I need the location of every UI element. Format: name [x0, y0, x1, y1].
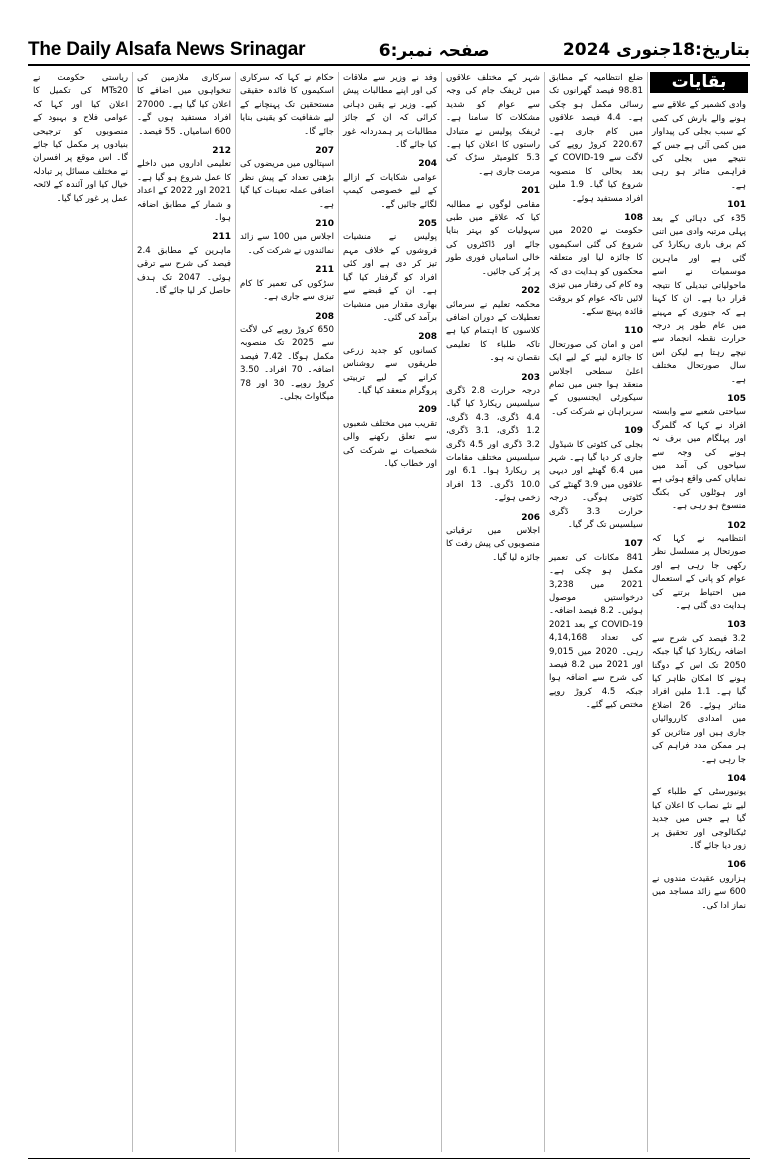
article-columns	[28, 72, 750, 1152]
section-banner: بقایات	[650, 72, 748, 93]
news-item-number: 210	[315, 219, 334, 230]
news-item-number: 205	[418, 219, 437, 230]
news-column	[29, 72, 132, 1152]
news-item-text: ریاستی حکومت نے MTs20 کی تکمیل کا اعلان کیا اور کہا کہ عوامی فلاح و بہبود کے منصوبوں کو ترجیحی بنیادوں پر مکمل کیا جائے گا۔ اس موقع پر افسران نے مختلف مسائل پر تبادلہ خیال کیا اور آئندہ کے لائحہ عمل پر غور کیا گیا۔	[33, 73, 128, 204]
news-item-text: یونیورسٹی کے طلباء کے لیے نئے نصاب کا اعلان کیا گیا ہے جس میں جدید ٹیکنالوجی اور تحقیق پر زور دیا جائے گا۔	[652, 787, 746, 851]
news-item-text: 3.2 فیصد کی شرح سے اضافہ ریکارڈ کیا گیا جبکہ 2050 تک اس کے دوگنا ہونے کا امکان ظاہر کیا گیا ہے۔ 1.1 ملین افراد متاثر ہوئے۔ 26 اضلاع میں امدادی کارروائیاں جاری ہیں اور متاثرین کو ہر ممکن مدد فراہم کی جا رہی ہے۔	[652, 633, 747, 765]
news-item-text: امن و امان کی صورتحال کا جائزہ لینے کے لیے ایک اعلیٰ سطحی اجلاس منعقد ہوا جس میں تمام سیکورٹی ایجنسیوں کے سربراہان نے شرکت کی۔	[549, 339, 643, 417]
news-item-text: سیاحتی شعبے سے وابستہ افراد نے کہا کہ گلمرگ اور پہلگام میں برف نہ ہونے کی وجہ سے سیاحوں کی آمد میں نمایاں کمی واقع ہوئی ہے اور ہوٹلوں کی بکنگ منسوخ ہو رہی ہے۔	[652, 407, 746, 512]
news-item-number: 103	[727, 620, 746, 631]
news-item-text: سرکاری ملازمین کی تنخواہوں میں اضافے کا اعلان کیا گیا ہے۔ 27000 افراد مستفید ہوں گے۔ 600 اسامیاں۔ 55 فیصد۔	[137, 73, 231, 137]
news-item-text: ہزاروں عقیدت مندوں نے 600 سے زائد مساجد میں نماز ادا کی۔	[652, 873, 746, 911]
news-item-text: انتظامیہ نے کہا کہ صورتحال پر مسلسل نظر رکھی جا رہی ہے اور عوام کو پانی کے استعمال میں احتیاط برتنے کی ہدایت دی گئی ہے۔	[652, 534, 746, 612]
news-item-number: 209	[418, 405, 437, 416]
news-item-number: 204	[418, 159, 437, 170]
issue-date: بتاریخ:18جنوری 2024	[562, 40, 750, 60]
news-column	[647, 72, 750, 1152]
news-item-number: 206	[521, 512, 540, 523]
news-item-text: کسانوں کو جدید زرعی طریقوں سے روشناس کرانے کے لیے تربیتی پروگرام منعقد کیا گیا۔	[343, 345, 437, 396]
news-item-number: 211	[315, 265, 334, 276]
news-item-text: سڑکوں کی تعمیر کا کام تیزی سے جاری ہے۔	[240, 278, 334, 303]
news-item-number: 102	[727, 520, 746, 531]
news-item-text: 35ء کی دہائی کے بعد پہلی مرتبہ وادی میں اتنی کم برف باری ریکارڈ کی گئی ہے اور ماہرین موسمیات نے اسے ماحولیاتی تبدیلی کا نتیجہ قرار دیا ہے۔ ان کا کہنا ہے کہ جنوری کے مہینے میں عام طور پر درجہ حرارت نقطہ انجماد سے نیچے رہتا ہے لیکن اس سال صورتحال مختلف ہے۔	[652, 213, 746, 385]
news-item-text: اجلاس میں ترقیاتی منصوبوں کی پیش رفت کا جائزہ لیا گیا۔	[446, 526, 540, 563]
news-item-number: 201	[521, 186, 540, 197]
news-item-number: 203	[521, 372, 540, 383]
news-column	[338, 72, 441, 1152]
news-item-number: 212	[212, 146, 231, 157]
news-column	[235, 72, 338, 1152]
news-item-text: ماہرین کے مطابق 2.4 فیصد کی شرح سے ترقی ہوئی۔ 2047 تک ہدف حاصل کر لیا جائے گا۔	[137, 245, 231, 297]
news-item-number: 207	[315, 146, 334, 157]
news-item-text: بجلی کی کٹوتی کا شیڈول جاری کر دیا گیا ہے۔ شہر میں 6.4 گھنٹے اور دیہی علاقوں میں 3.9 گھنٹے کی کٹوتی ہوگی۔ درجہ حرارت 3.3 ڈگری سیلسیس تک گر گیا۔	[549, 439, 643, 530]
news-item-text: حکام نے کہا کہ سرکاری اسکیموں کا فائدہ حقیقی مستحقین تک پہنچانے کے لیے شفافیت کو یقینی بنایا جائے گا۔	[240, 73, 334, 137]
page-number: صفحہ نمبر:6	[378, 40, 490, 61]
news-item-number: 107	[624, 539, 643, 550]
news-item-text: اجلاس میں 100 سے زائد نمائندوں نے شرکت کی۔	[240, 232, 334, 256]
news-item-text: درجہ حرارت 2.8 ڈگری سیلسیس ریکارڈ کیا گیا۔ 4.4 ڈگری، 4.3 ڈگری، 1.2 ڈگری، 3.1 ڈگری، 3.2 ڈگری اور 4.5 ڈگری سیلسیس مختلف مقامات پر ریکارڈ ہوا۔ 6.1 اور 10.0 ڈگری۔ 13 افراد زخمی ہوئے۔	[446, 385, 541, 504]
news-item-text: عوامی شکایات کے ازالے کے لیے خصوصی کیمپ لگائے جائیں گے۔	[343, 172, 437, 210]
news-item-number: 105	[727, 393, 746, 404]
news-item-text: ضلع انتظامیہ کے مطابق 98.81 فیصد گھرانوں تک رسائی مکمل ہو چکی ہے۔ 4.4 فیصد علاقوں میں کام جاری ہے۔ 220.67 کروڑ روپے کی لاگت سے COVID-19 کے بعد بحالی کا منصوبہ شروع کیا گیا۔ 1.9 ملین افراد مستفید ہوئے۔	[549, 73, 644, 204]
news-item-number: 108	[624, 213, 643, 224]
news-item-number: 208	[418, 332, 437, 343]
news-item-text: محکمہ تعلیم نے سرمائی تعطیلات کے دوران اضافی کلاسوں کا اہتمام کیا ہے تاکہ طلباء کا تعلیمی نقصان نہ ہو۔	[446, 299, 540, 364]
footer-rule	[28, 1158, 750, 1159]
news-item-number: 110	[624, 326, 643, 337]
news-item-text: وفد نے وزیر سے ملاقات کی اور اپنے مطالبات پیش کیے۔ وزیر نے یقین دہانی کرائی کہ ان کے جائز مطالبات پر ہمدردانہ غور کیا جائے گا۔	[343, 73, 437, 151]
news-item-text: شہر کے مختلف علاقوں میں ٹریفک جام کی وجہ سے عوام کو شدید مشکلات کا سامنا ہے۔ ٹریفک پولیس نے متبادل راستوں کا اعلان کیا ہے۔ 5.3 کلومیٹر سڑک کی مرمت جاری ہے۔	[446, 73, 540, 177]
news-item-text: اسپتالوں میں مریضوں کی بڑھتی تعداد کے پیش نظر اضافی عملہ تعینات کیا گیا ہے۔	[240, 159, 334, 210]
news-item-text: حکومت نے 2020 میں شروع کی گئی اسکیموں کا جائزہ لیا اور متعلقہ محکموں کو ہدایت دی کہ وہ کام کی رفتار میں تیزی لائیں تاکہ عوام کو بروقت فائدہ پہنچ سکے۔	[549, 226, 643, 317]
news-item-text: مقامی لوگوں نے مطالبہ کیا کہ علاقے میں طبی سہولیات کو بہتر بنایا جائے اور ڈاکٹروں کی خالی اسامیاں فوری طور پر پُر کی جائیں۔	[446, 199, 540, 277]
news-item-number: 109	[624, 426, 643, 437]
news-column	[441, 72, 544, 1152]
news-item-text: وادی کشمیر کے علاقے سے ہونے والے بارش کی کمی کے سبب بجلی کی پیداوار میں کمی آئی ہے جس کے نتیجے میں بجلی کی فراہمی متاثر ہو رہی ہے۔	[652, 100, 746, 191]
masthead	[28, 36, 750, 66]
news-column	[544, 72, 647, 1152]
news-item-number: 202	[521, 286, 540, 297]
news-item-number: 101	[727, 200, 746, 211]
newspaper-name: The Daily Alsafa News Srinagar	[28, 39, 306, 60]
news-item-text: تقریب میں مختلف شعبوں سے تعلق رکھنے والی شخصیات نے شرکت کی اور خطاب کیا۔	[343, 418, 437, 469]
news-item-text: تعلیمی اداروں میں داخلے کا عمل شروع ہو گیا ہے۔ 2021 اور 2022 کے اعداد و شمار کے مطابق اضافہ ہوا۔	[137, 159, 231, 224]
news-item-number: 208	[315, 311, 334, 322]
news-column	[132, 72, 235, 1152]
news-item-text: پولیس نے منشیات فروشوں کے خلاف مہم تیز کر دی ہے اور کئی افراد کو گرفتار کیا گیا ہے۔ ان کے قبضے سے بھاری مقدار میں منشیات برآمد کی گئی۔	[343, 232, 437, 323]
news-item-text: 650 کروڑ روپے کی لاگت سے 2025 تک منصوبہ مکمل ہوگا۔ 7.42 فیصد اضافہ۔ 70 افراد۔ 3.50 کروڑ روپے۔ 30 اور 78 میگاواٹ بجلی۔	[240, 324, 335, 402]
news-item-text: 841 مکانات کی تعمیر مکمل ہو چکی ہے۔ 2021 میں 3,238 درخواستیں موصول ہوئیں۔ 8.2 فیصد اضافہ۔ COVID-19 کے بعد 2021 کی تعداد 4,14,168 رہی۔ 2020 میں 9,015 اور 2021 میں 8.2 فیصد کی شرح سے اضافہ ہوا جبکہ 4.5 کروڑ روپے مختص کیے گئے۔	[549, 552, 644, 711]
news-item-number: 211	[212, 232, 231, 243]
news-item-number: 106	[727, 860, 746, 871]
news-item-number: 104	[727, 773, 746, 784]
